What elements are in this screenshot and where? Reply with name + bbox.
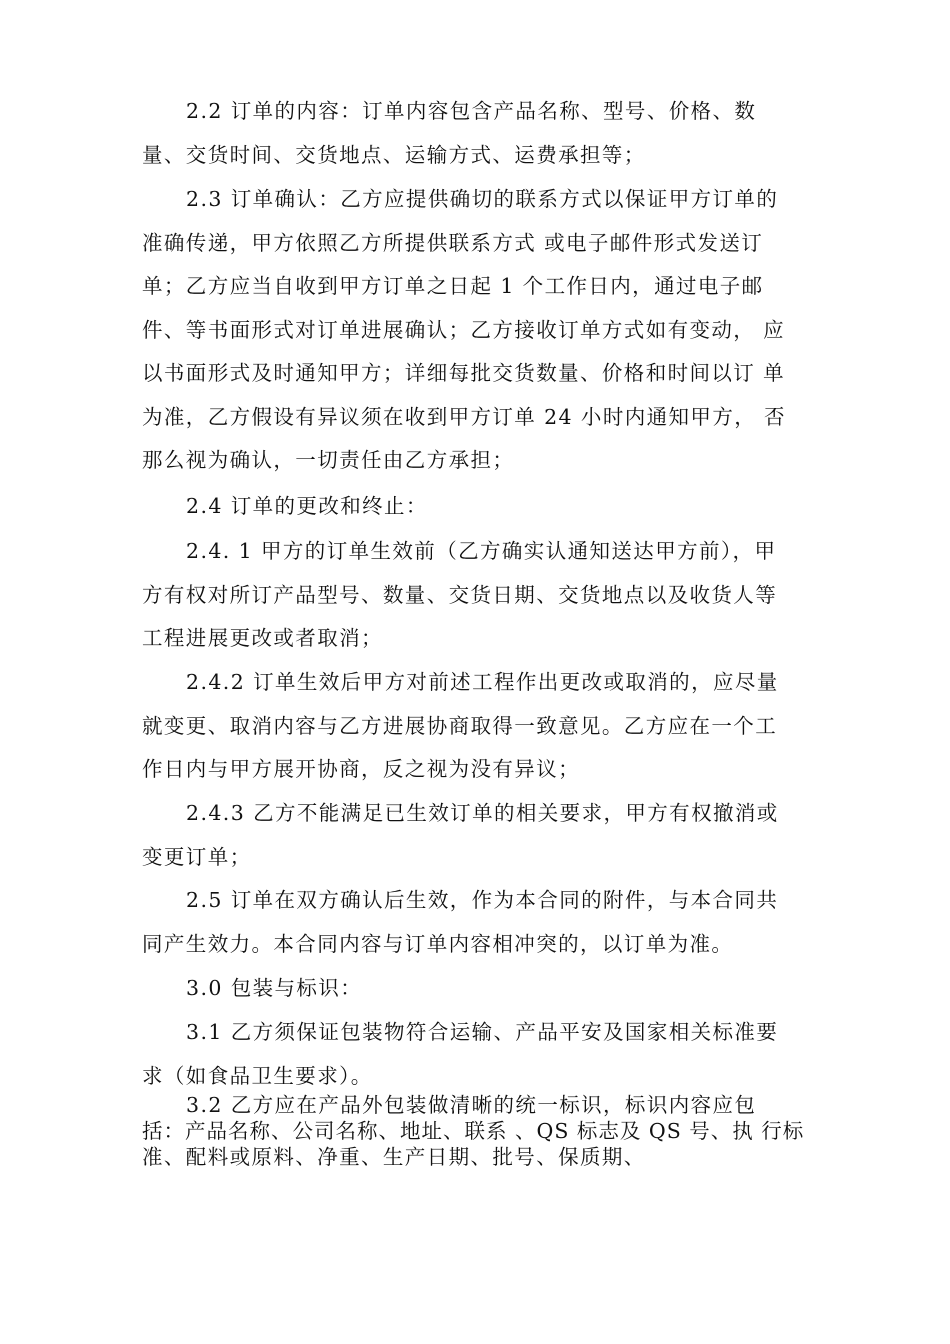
text-line: 2.2 订单的内容：订单内容包含产品名称、型号、价格、数 [186, 99, 757, 123]
text-line: 那么视为确认，一切责任由乙方承担； [142, 448, 515, 472]
text-line: 2.4. 1 甲方的订单生效前（乙方确实认通知送达甲方前），甲 [186, 539, 777, 563]
text-line: 工程进展更改或者取消； [142, 626, 383, 650]
text-line: 2.4 订单的更改和终止： [186, 494, 428, 518]
text-line: 件、等书面形式对订单进展确认；乙方接收订单方式如有变动， 应 [142, 317, 786, 342]
text-line: 作日内与甲方展开协商，反之视为没有异议； [142, 757, 580, 781]
text-line: 括：产品名称、公司名称、地址、联系 、QS 标志及 QS 号、执 行标 [142, 1119, 805, 1143]
text-line: 3.0 包装与标识： [186, 976, 363, 1000]
paragraph-2-3 [142, 178, 804, 483]
text-line: 求（如食品卫生要求）。 [142, 1063, 373, 1088]
paragraph-2-4-2 [142, 661, 804, 792]
text-line: 就变更、取消内容与乙方进展协商取得一致意见。乙方应在一个工 [142, 713, 778, 738]
paragraph-2-4-3 [142, 792, 804, 879]
text-line: 3.1 乙方须保证包装物符合运输、产品平安及国家相关标准要 [186, 1020, 779, 1044]
text-line: 单；乙方应当自收到甲方订单之日起 1 个工作日内，通过电子邮 [142, 274, 764, 298]
text-line: 以书面形式及时通知甲方；详细每批交货数量、价格和时间以订 单 [142, 361, 786, 385]
text-line: 3.2 乙方应在产品外包装做清晰的统一标识，标识内容应包 [186, 1093, 757, 1117]
text-line: 2.3 订单确认：乙方应提供确切的联系方式以保证甲方订单的 [186, 187, 779, 211]
text-line: 准、配料或原料、净重、生产日期、批号、保质期、 [142, 1145, 646, 1169]
text-line: 2.4.2 订单生效后甲方对前述工程作出更改或取消的，应尽量 [186, 670, 779, 694]
paragraph-2-2 [142, 90, 804, 177]
paragraph-2-4-1 [142, 530, 804, 661]
paragraph-3-1 [142, 1011, 804, 1098]
text-line: 2.5 订单在双方确认后生效，作为本合同的附件，与本合同共 [186, 888, 779, 912]
text-line: 为准，乙方假设有异议须在收到甲方订单 24 小时内通知甲方， 否 [142, 404, 786, 429]
text-line: 量、交货时间、交货地点、运输方式、运费承担等； [142, 142, 646, 167]
text-line: 准确传递，甲方依照乙方所提供联系方式 或电子邮件形式发送订 [142, 230, 764, 255]
text-line: 2.4.3 乙方不能满足已生效订单的相关要求，甲方有权撤消或 [186, 801, 779, 825]
text-line: 方有权对所订产品型号、数量、交货日期、交货地点以及收货人等 [142, 582, 778, 607]
text-line: 变更订单； [142, 844, 252, 869]
paragraph-2-5 [142, 879, 804, 966]
text-line: 同产生效力。本合同内容与订单内容相冲突的，以订单为准。 [142, 931, 734, 956]
paragraph-3-2 [142, 1092, 804, 1170]
paragraph-2-4 [142, 485, 804, 529]
paragraph-3-0 [142, 967, 804, 1011]
